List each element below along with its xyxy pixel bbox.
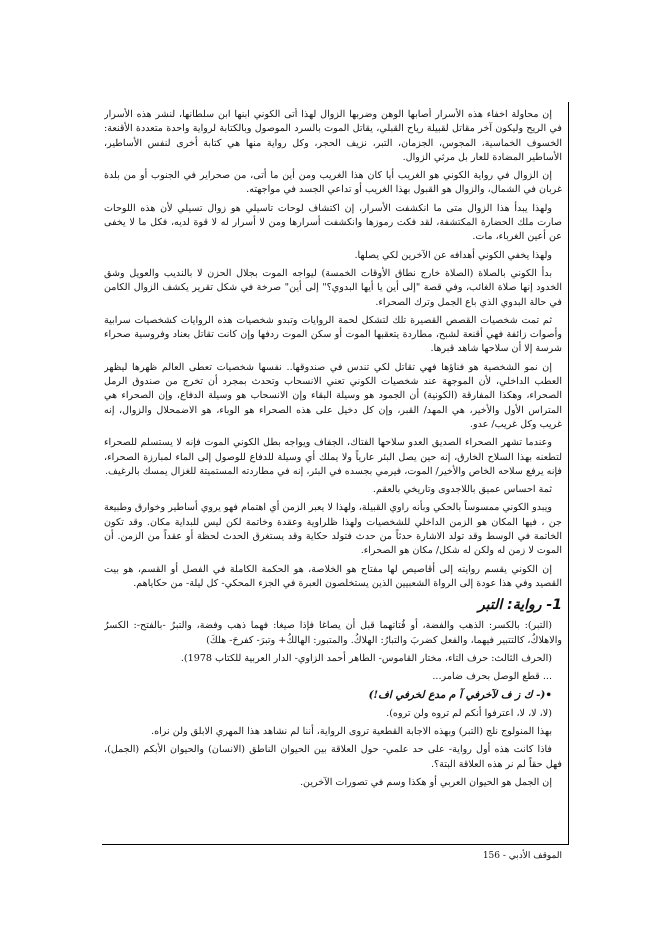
- paragraph: ثم تمت شخصيات القصص القصيرة تلك لتشكل لحمة الروايات وتبدو شخصيات هذه الروايات كشخصيات سرابية وأصوات زائفة فهي أقنعة لشبح، مطاردة يتعقبها الموت أو سكن الموت ردفها وإن كانت تقاتل بعناد وفروسية صحراء شرسة إلا أن سلاحها شاهد قبرها.: [104, 314, 562, 355]
- paragraph: ولهذا يخفي الكوني أهدافه عن الآخرين لكي يصلها.: [354, 249, 552, 261]
- paragraph: وعندما تشهر الصحراء الصديق العدو سلاحها الفتاك، الجفاف ويواجه بطل الكوني الموت فإنه لا يستسلم للصحراء لتطعنه بهذا السلاح الخارق، إنه حين يصل البئر عارياً ولا يملك أي وسيلة للدفاع للوصول إلى الماء لمبارزة الصحراء، فإنه يرفع سلاحه الخاص والأخير/ الموت، فيرمي بجسده في البئر، إنه في مطاردته المستميتة للغزال يمسك بالرغيف.: [104, 437, 562, 477]
- paragraph: إن محاولة اخفاء هذه الأسرار أصابها الوهن وضربها الزوال لهذا أتى الكوني ابنها ابن سلطانها، لنشر هذه الأسرار في الريح وليكون آخر مقاتل لقبيلة رياح القبلي، يقاتل الموت بالسرد الموصول وبالكتابة لرواية واحدة متعددة الأقنعة: الخسوف الخماسية، المجوس، الجزمان، التبر، نزيف الحجر، وكل رواية منها هي كتابة أخرى لنفس الأساطير، الأساطير المضادة للعار بل مرثي الزوال.: [104, 109, 562, 163]
- article-body: [104, 108, 562, 838]
- paragraph: إن الزوال في رواية الكوني هو الغريب أيا كان هذا الغريب ومن أين ما أتى، من صحراير في الجنوب أو من بلدة غربان في الشمال، والزوال هو القبول بهذا الغريب أو تداعي الجسد في مواجهته.: [104, 170, 562, 196]
- dictionary-definition: (التبر): بالكسر: الذهب والفضة، أو فُتاتهما قبل أن يصاغا فإذا صيغا: فهما ذهب وفضة، والتبرُ -بالفتح-: الكسرُ والاهلاكُ، كالتتبير فيهما، والفعل كضربَ والتبارُ: الهلاكُ. والمتبور: الهالكُ+ وتبرَ- كفرحَ- هلكَ): [104, 620, 562, 646]
- paragraph: ثمة احساس عميق باللاجدوى وتاريخي بالعقم.: [372, 484, 552, 496]
- paragraph: ... قطع الوصل بحرف ضامر...: [432, 671, 552, 683]
- paragraph: فاذا كانت هذه أول رواية- على حد علمي- حول العلاقة بين الحيوان الناطق (الانسان) والحيوان الأبكم (الجمل)، فهل حقاً لم نر هذه العلاقة البتة؟.: [104, 744, 562, 770]
- paragraph: بهذا المنولوج نلج (التبر) وبهذه الاجابة القطعية تروى الرواية، أننا لم نشاهد هذا المهري الابلق ولن نراه.: [151, 725, 552, 737]
- dictionary-citation: (الحرف الثالث: حرف التاء، مختار القاموس- الطاهر أحمد الزاوي- الدار العربية للكتاب 1978).: [180, 652, 552, 664]
- section-heading: 1- رواية: التبر: [477, 597, 562, 614]
- paragraph: ولهذا يبدأ هذا الزوال متى ما انكشفت الأسرار، إن اكتشاف لوحات تاسيلي هو زوال تسيلي لأن هذه اللوحات صارت ملك الحضارة المكتشفة، لقد فكت رموزها وانكشفت أسرارها ومن لا أسرار له لا قوة لديه، فكل ما لا يخفى عن أعين الغرباء، مات.: [104, 202, 562, 243]
- garbled-line: •(- ك ز ف لآخرفي آ م مدع لخرفي اف!): [368, 689, 552, 702]
- paragraph: (لا، لا، لا، اعترفوا أنكم لم تروه ولن تروه).: [386, 707, 552, 719]
- paragraph: بدأ الكوني بالصلاة (الصلاة خارج نطاق الأوقات الخمسة) ليواجه الموت بجلال الحزن لا بالنديب والعويل وشق الخدود إنها صلاة الغائب، وفي قصة "إلى أين يا أيها البدوي؟" إلى أين" صرخة في شكل تقرير يكشف الزوال الكامن في حالة البدوي الذي باع الجمل وترك الصحراء.: [104, 267, 562, 308]
- paragraph: ويبدو الكوني ممسوساً بالحكي وبأنه راوي القبيلة، ولهذا لا يعبر الزمن أي اهتمام فهو يروي أساطير وخوارق وطبيعة جن ، فيها المكان هو الزمن الداخلي للشخصيات ولهذا ظلراوية وعقدة وخاتمة لكن ليس للبداية مكان. وقد تكون الخاتمة في الوسط وقد تولد الاشارة حدثاً من حدث فتولد حكاية وقد يستغرق الحدث لحظة أو عقداً من الزمن. أن الموت لا زمن له ولكن له شكل/ مكان هو الصحراء.: [104, 502, 562, 557]
- paragraph: إن الجمل هو الحيوان العربي أو هكذا وسم في تصورات الآخرين.: [300, 776, 552, 788]
- paragraph: إن الكوني يقسم روايته إلى أقاصيص لها مفتاح هو الخلاصة، هو الحكمة الكاملة في الفصل أو القسم، هو بيت القصيد وفي هذا عودة إلى الرواة الشعبيين الذين يستخلصون العبرة في الجزء المحكي- كل ليلة- من حكاياهم.: [104, 563, 562, 589]
- paragraph: إن نمو الشخصية هو فناؤها فهي تقاتل لكي تندس في صندوقها.. نفسها شخصيات تعطى العالم ظهرها ليظهر العطب الداخلي، لأن الموجهة عند شخصيات الكوني تعني الانسحاب وتحدث بمجرد أن تخرج من صندوق الرمل الصحراء، وهكذا المفارقة (الكونية) أن الجمود هو وسيلة البقاء وإن الانسحاب هو وسيلة الدفاع، وإن الصحراء هي المتراس الأول والأخير، هي المهد/ القبر، وإن كل دخيل على هذه الصحراء هو الوباء، هو الاضمحلال والزوال، إنه غريب وكل غريب/ عدو.: [104, 361, 562, 430]
- page-footer: الموقف الأدبي - 156: [482, 851, 562, 861]
